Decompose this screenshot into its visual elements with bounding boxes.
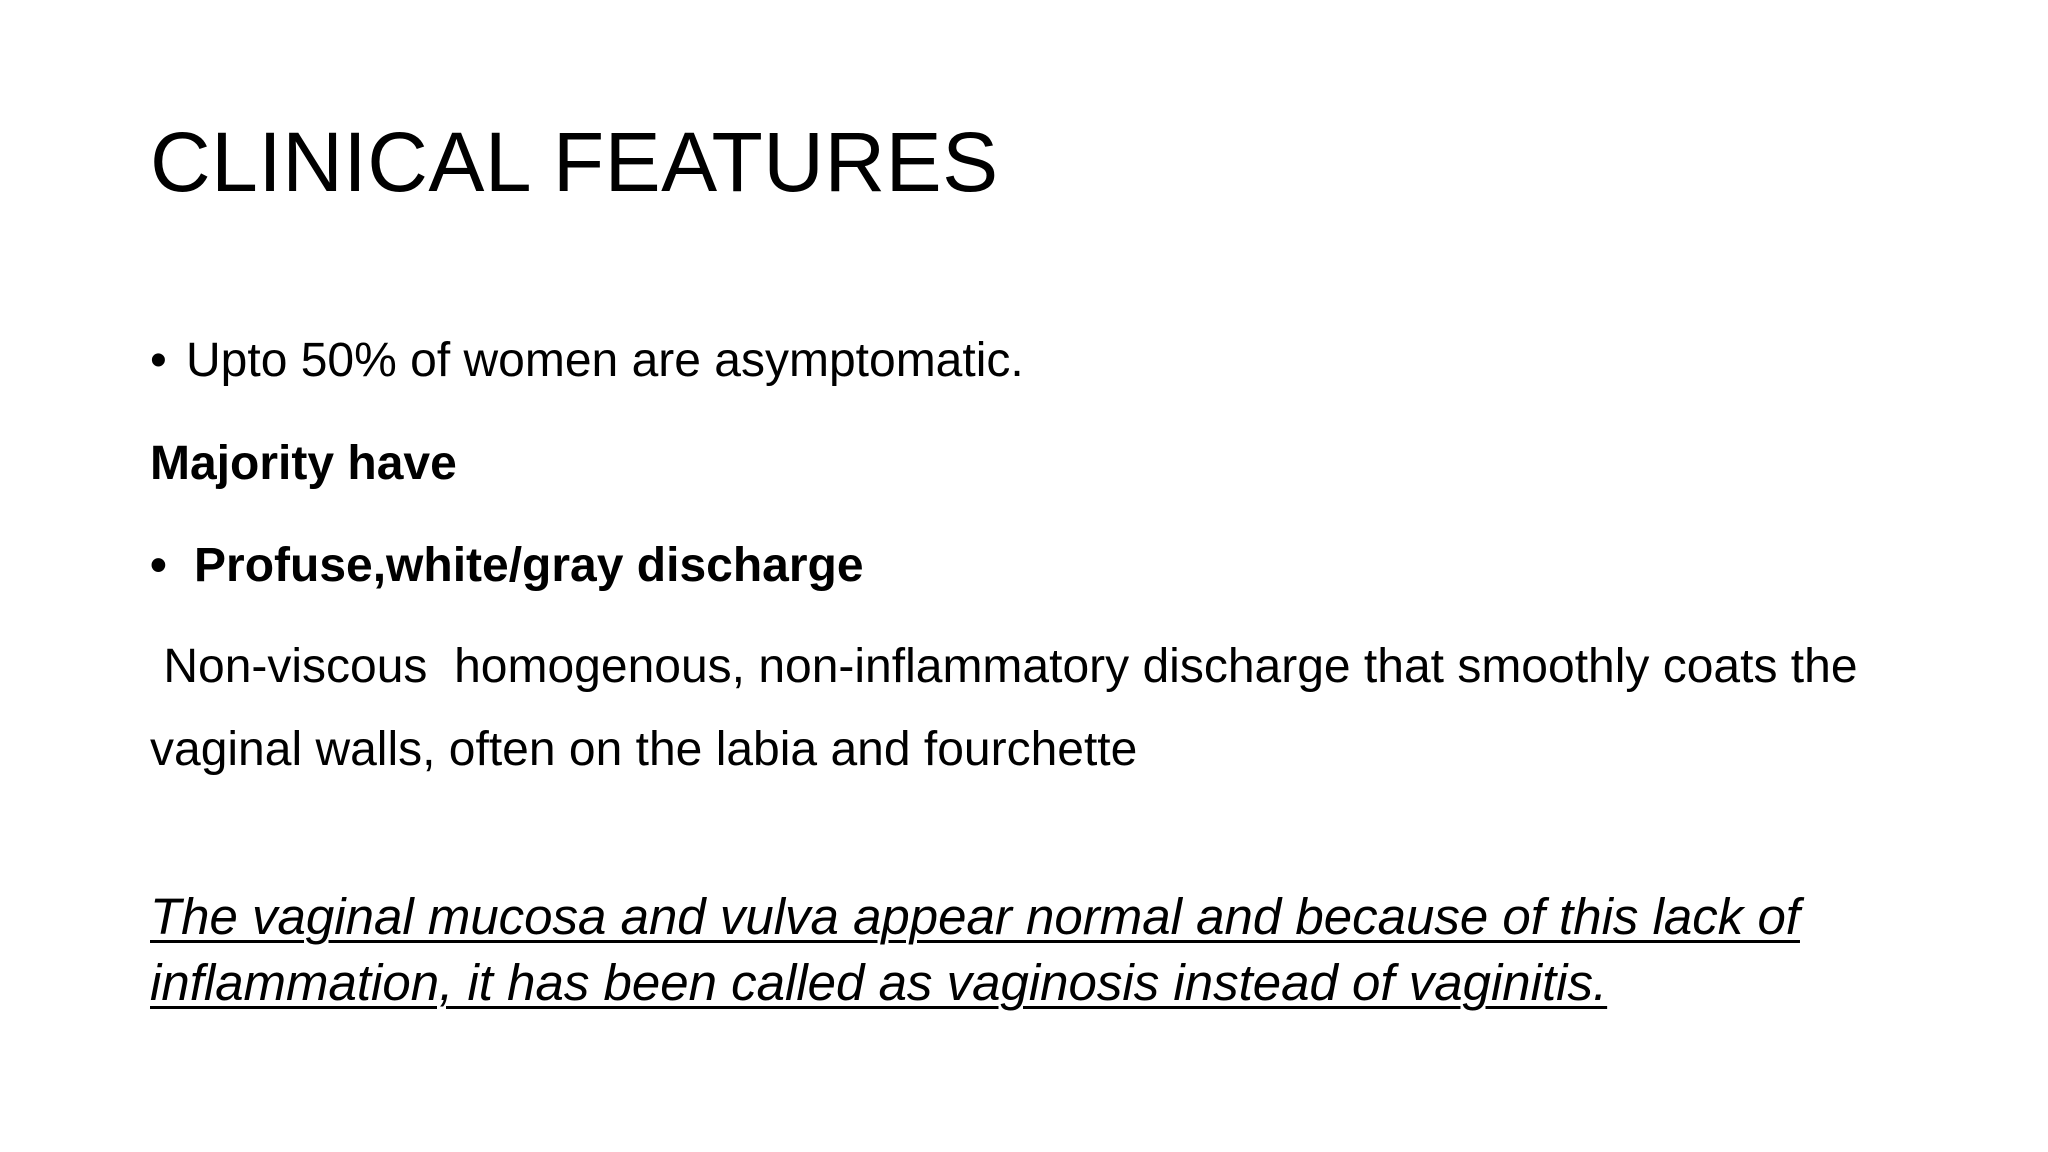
bullet-text: Upto 50% of women are asymptomatic. — [186, 334, 1024, 387]
paragraph-line-2: vaginal walls, often on the labia and fourchette — [150, 723, 1138, 776]
subheading-majority: Majority have — [150, 437, 457, 490]
bullet-text: Profuse,white/gray discharge — [194, 539, 864, 592]
bullet-item-asymptomatic — [150, 332, 1024, 390]
emphasis-line-2: inflammation, it has been called as vaginosis instead of vaginitis. — [150, 954, 1608, 1011]
emphasis-line-1: The vaginal mucosa and vulva appear normal and because of this lack of — [150, 888, 1800, 945]
bullet-item-discharge — [150, 537, 864, 595]
bullet-icon: • — [150, 334, 167, 387]
emphasis-paragraph — [150, 884, 2000, 1016]
slide-title: CLINICAL FEATURES — [150, 115, 999, 209]
bullet-icon: • — [150, 539, 167, 592]
paragraph-line-1: Non-viscous homogenous, non-inflammatory discharge that smoothly coats the — [150, 640, 1858, 693]
